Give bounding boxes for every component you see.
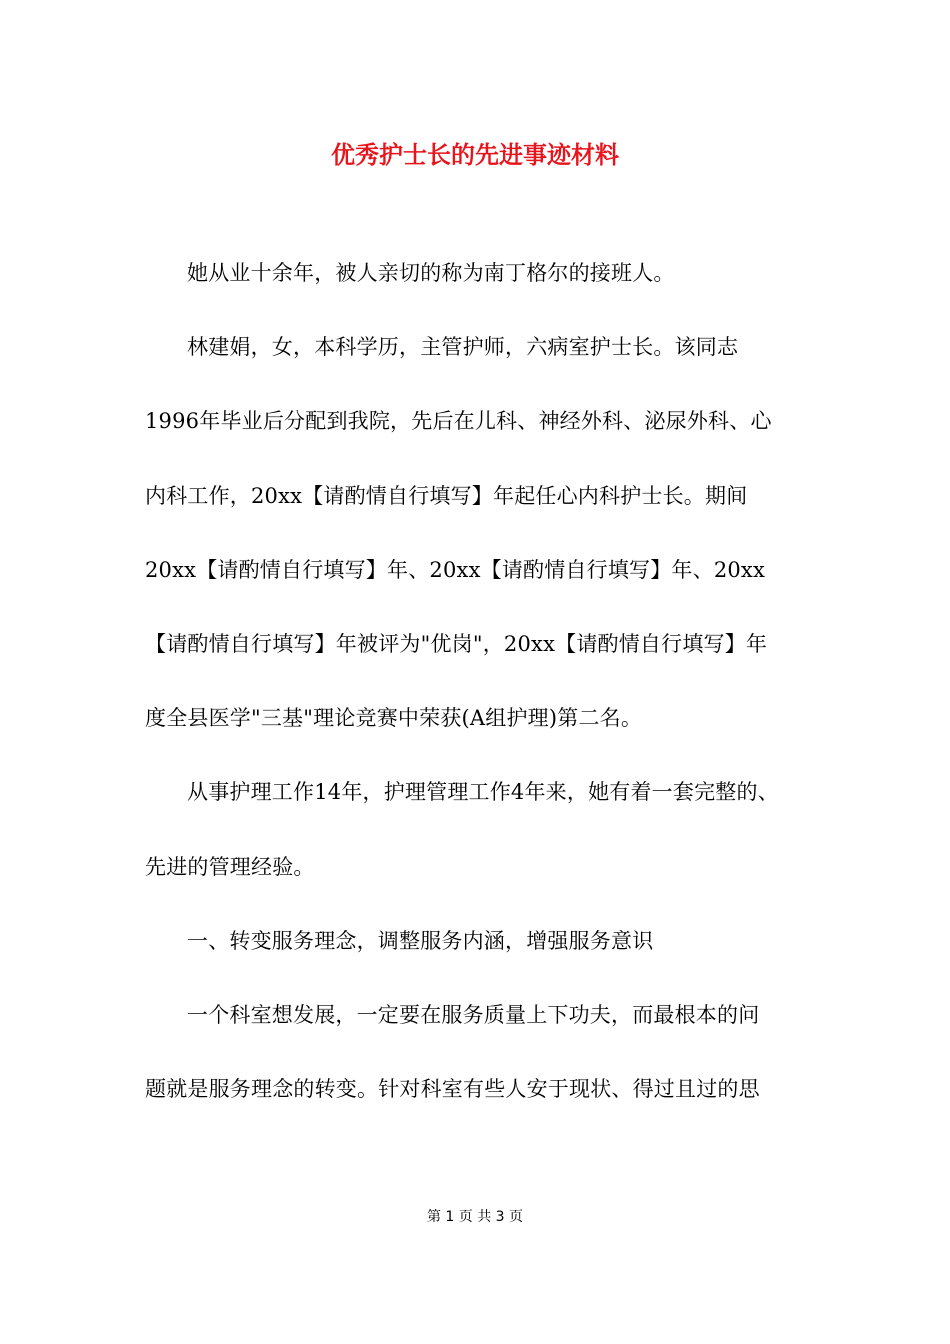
paragraph-line: 她从业十余年，被人亲切的称为南丁格尔的接班人。 bbox=[187, 261, 675, 285]
paragraph-line: 度全县医学"三基"理论竞赛中荣获(A组护理)第二名。 bbox=[145, 706, 643, 731]
document-title: 优秀护士长的先进事迹材料 bbox=[331, 140, 619, 169]
paragraph-line: 内科工作，20xx【请酌情自行填写】年起任心内科护士长。期间 bbox=[145, 483, 748, 508]
paragraph-line: 从事护理工作14年，护理管理工作4年来，她有着一套完整的、 bbox=[187, 780, 779, 805]
paragraph-line: 先进的管理经验。 bbox=[145, 854, 315, 879]
paragraph-line: 20xx【请酌情自行填写】年、20xx【请酌情自行填写】年、20xx bbox=[145, 557, 766, 582]
page-footer bbox=[0, 1207, 950, 1227]
paragraph-line: 一、转变服务理念，调整服务内涵，增强服务意识 bbox=[187, 928, 654, 953]
paragraph-line: 一个科室想发展，一定要在服务质量上下功夫，而最根本的问 bbox=[187, 1003, 760, 1028]
paragraph bbox=[145, 310, 810, 755]
section-heading bbox=[145, 904, 810, 978]
page-number-label: 第 1 页 共 3 页 bbox=[426, 1209, 524, 1225]
document-body bbox=[145, 236, 810, 1126]
paragraph-line: 1996年毕业后分配到我院，先后在儿科、神经外科、泌尿外科、心 bbox=[145, 409, 772, 434]
paragraph bbox=[145, 236, 810, 310]
paragraph-line: 林建娟，女，本科学历，主管护师，六病室护士长。该同志 bbox=[187, 335, 739, 360]
paragraph bbox=[145, 978, 810, 1126]
paragraph-line: 【请酌情自行填写】年被评为"优岗"，20xx【请酌情自行填写】年 bbox=[145, 632, 768, 657]
paragraph-line: 题就是服务理念的转变。针对科室有些人安于现状、得过且过的思 bbox=[145, 1077, 760, 1102]
paragraph bbox=[145, 755, 810, 903]
